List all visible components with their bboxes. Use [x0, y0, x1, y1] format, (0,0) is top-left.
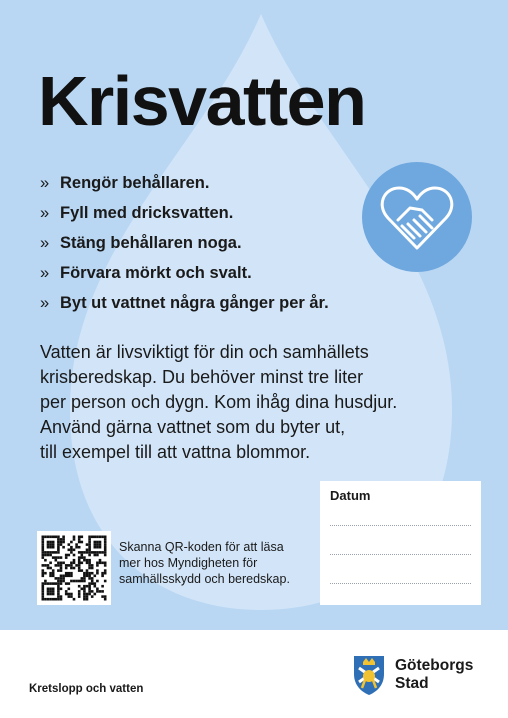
city-logo-text	[395, 657, 473, 693]
steps-list	[40, 168, 329, 318]
qr-code[interactable]	[37, 531, 111, 605]
date-label: Datum	[330, 488, 371, 503]
chevron-right-icon: »	[40, 204, 50, 222]
department-name: Kretslopp och vatten	[29, 683, 144, 695]
qr-instructions: Skanna QR-koden för att läsa mer hos Myndigheten för samhällsskydd och beredskap.	[119, 540, 290, 586]
list-item	[40, 288, 329, 318]
body-line: till exempel till att vattna blommor.	[40, 442, 311, 462]
date-box	[320, 481, 481, 605]
chevron-right-icon: »	[40, 234, 50, 252]
step-text: Byt ut vattnet några gånger per år.	[60, 294, 329, 312]
body-text	[40, 340, 480, 465]
body-line: krisberedskap. Du behöver minst tre liter	[40, 367, 364, 387]
chevron-right-icon: »	[40, 294, 50, 312]
date-line	[330, 554, 471, 555]
list-item	[40, 228, 329, 258]
step-text: Rengör behållaren.	[60, 174, 210, 192]
page-title: Krisvatten	[38, 62, 366, 140]
date-line	[330, 525, 471, 526]
date-line	[330, 583, 471, 584]
logo-line: Stad	[395, 675, 429, 692]
list-item	[40, 168, 329, 198]
step-text: Förvara mörkt och svalt.	[60, 264, 252, 282]
city-crest-icon	[350, 652, 388, 696]
body-line: Använd gärna vattnet som du byter ut,	[40, 417, 346, 437]
list-item	[40, 198, 329, 228]
heart-handshake-badge	[362, 162, 472, 272]
step-text: Stäng behållaren noga.	[60, 234, 242, 252]
logo-line: Göteborgs	[395, 657, 474, 674]
body-line: per person och dygn. Kom ihåg dina husdjur.	[40, 392, 398, 412]
body-line: Vatten är livsviktigt för din och samhällets	[40, 342, 369, 362]
list-item	[40, 258, 329, 288]
chevron-right-icon: »	[40, 174, 50, 192]
qr-code-icon	[37, 531, 111, 605]
chevron-right-icon: »	[40, 264, 50, 282]
step-text: Fyll med dricksvatten.	[60, 204, 234, 222]
heart-handshake-icon	[362, 162, 472, 272]
